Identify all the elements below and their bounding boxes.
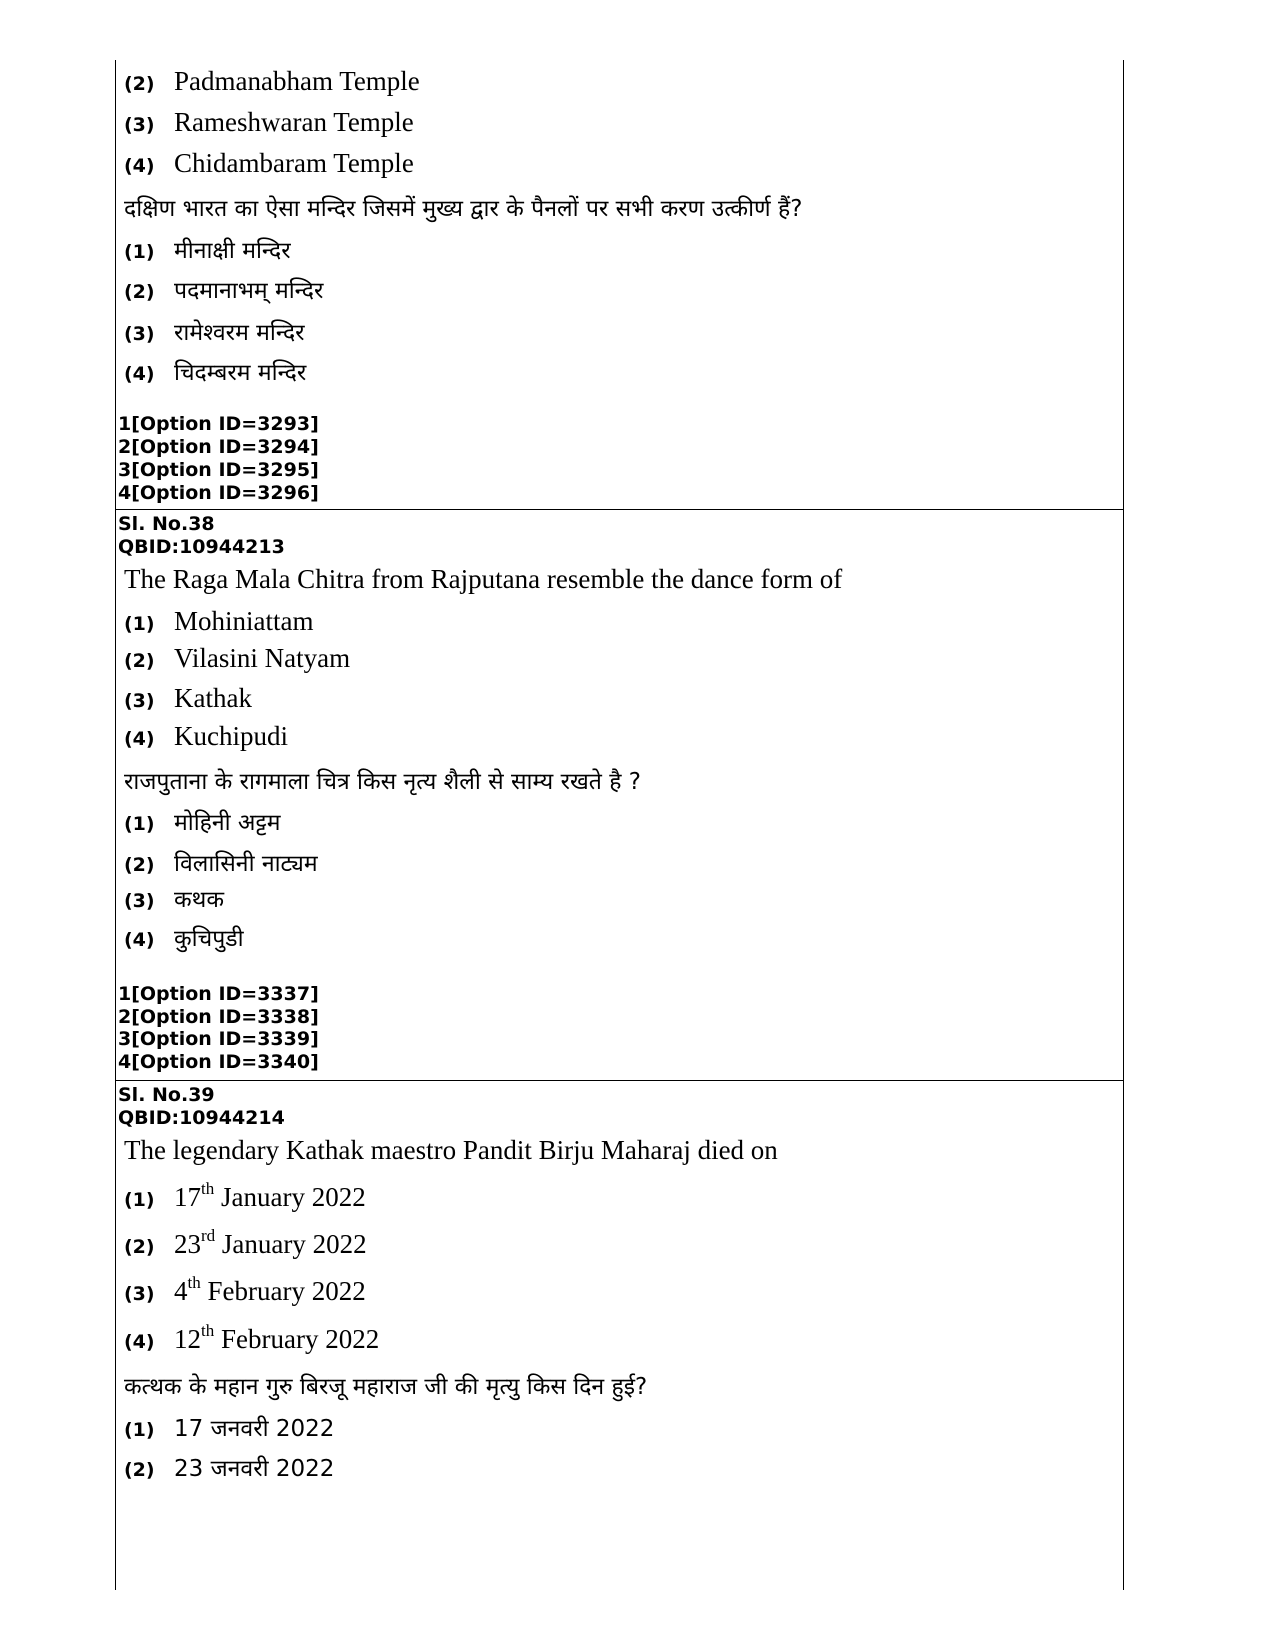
option-en-2: (2) Vilasini Natyam	[124, 643, 351, 673]
option-en-3: (3) Rameshwaran Temple	[124, 107, 414, 137]
option-hi-1: (1) मीनाक्षी मन्दिर	[124, 238, 291, 264]
question-paper-frame	[115, 60, 1124, 1590]
option-id-3: 3[Option ID=3339]	[118, 1028, 319, 1050]
option-hi-2: (2) पदमानाभम् मन्दिर	[124, 278, 324, 304]
option-en-2: (2) 23rd January 2022	[124, 1226, 367, 1259]
divider	[116, 509, 1123, 510]
option-hi-1: (1) मोहिनी अट्टम	[124, 810, 281, 836]
qbid: QBID:10944214	[118, 1107, 285, 1129]
option-en-4: (4) Chidambaram Temple	[124, 148, 414, 178]
option-en-4: (4) 12th February 2022	[124, 1321, 380, 1354]
option-hi-3: (3) कथक	[124, 887, 225, 913]
option-hi-3: (3) रामेश्वरम मन्दिर	[124, 320, 305, 346]
option-id-1: 1[Option ID=3337]	[118, 983, 319, 1005]
option-en-2: (2) Padmanabham Temple	[124, 66, 420, 96]
option-id-3: 3[Option ID=3295]	[118, 459, 319, 481]
question-text-hindi: राजपुताना के रागमाला चित्र किस नृत्य शैली से साम्य रखते है ?	[124, 769, 641, 795]
qbid: QBID:10944213	[118, 536, 285, 558]
option-en-1: (1) 17th January 2022	[124, 1179, 366, 1212]
question-text-hindi: दक्षिण भारत का ऐसा मन्दिर जिसमें मुख्य द्वार के पैनलों पर सभी करण उत्कीर्ण हैं?	[124, 196, 803, 222]
option-hi-4: (4) चिदम्बरम मन्दिर	[124, 360, 307, 386]
option-en-3: (3) Kathak	[124, 683, 252, 713]
option-id-2: 2[Option ID=3294]	[118, 436, 319, 458]
option-en-4: (4) Kuchipudi	[124, 721, 288, 751]
option-id-4: 4[Option ID=3340]	[118, 1051, 319, 1073]
serial-number: Sl. No.38	[118, 513, 215, 535]
question-text-hindi: कत्थक के महान गुरु बिरजू महाराज जी की मृत्यु किस दिन हुई?	[124, 1374, 648, 1400]
divider	[116, 1080, 1123, 1081]
option-id-2: 2[Option ID=3338]	[118, 1006, 319, 1028]
option-hi-4: (4) कुचिपुडी	[124, 926, 244, 952]
option-hi-1: (1) 17 जनवरी 2022	[124, 1416, 335, 1442]
question-text-english: The Raga Mala Chitra from Rajputana resemble the dance form of	[124, 564, 843, 594]
option-en-1: (1) Mohiniattam	[124, 606, 314, 636]
option-id-4: 4[Option ID=3296]	[118, 482, 319, 504]
option-hi-2: (2) विलासिनी नाट्यम	[124, 851, 318, 877]
serial-number: Sl. No.39	[118, 1084, 215, 1106]
option-id-1: 1[Option ID=3293]	[118, 413, 319, 435]
question-text-english: The legendary Kathak maestro Pandit Birju Maharaj died on	[124, 1135, 778, 1165]
option-hi-2: (2) 23 जनवरी 2022	[124, 1456, 335, 1482]
option-en-3: (3) 4th February 2022	[124, 1273, 366, 1306]
